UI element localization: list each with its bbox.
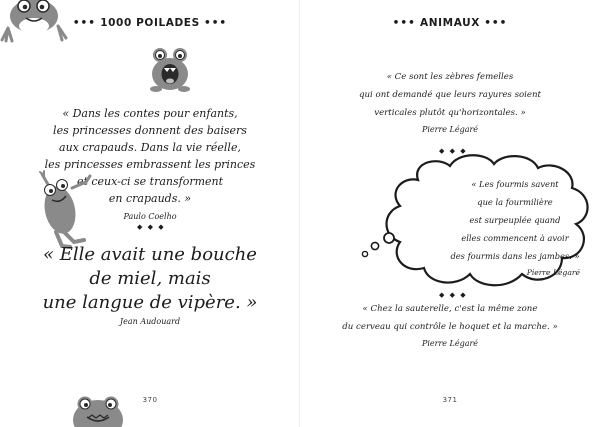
quote-line: que la fourmilière <box>477 197 553 207</box>
quote-line: des fourmis dans les jambes. » <box>450 251 580 261</box>
quote-line: qui ont demandé que leurs rayures soient <box>359 90 541 100</box>
quote-line: du cerveau qui contrôle le hoquet et la marche. » <box>342 322 558 332</box>
running-header <box>0 17 300 29</box>
jumping-frog-icon <box>36 170 92 250</box>
quote-bouche-de-miel <box>30 243 270 328</box>
quote-author: Paulo Coelho <box>123 212 177 221</box>
header-bullets: ••• <box>204 17 228 29</box>
quote-fourmis <box>448 175 582 279</box>
separator: ◆ ◆ ◆ <box>137 223 166 231</box>
quote-line: de miel, mais <box>89 268 211 289</box>
header-bullets: ••• <box>484 17 508 29</box>
quote-line: « Elle avait une bouche <box>43 244 257 265</box>
quote-line: « Ce sont les zèbres femelles <box>386 72 514 82</box>
quote-sauterelle <box>320 300 580 350</box>
separator: ◆ ◆ ◆ <box>439 291 468 299</box>
quote-author: Pierre Légaré <box>421 125 479 134</box>
quote-line: est surpeuplée quand <box>469 215 561 225</box>
quote-author: Pierre Légaré <box>421 339 479 348</box>
screaming-frog-icon <box>148 46 192 94</box>
quote-line: elles commencent à avoir <box>461 233 569 243</box>
header-title: 1000 POILADES <box>100 17 200 29</box>
quote-line: « Les fourmis savent <box>471 179 559 189</box>
quote-line: « Chez la sauterelle, c'est la même zone <box>362 304 538 314</box>
quote-line: une langue de vipère. » <box>42 292 258 313</box>
running-header <box>300 17 600 29</box>
header-title: ANIMAUX <box>420 17 480 29</box>
page-number: 371 <box>442 396 458 404</box>
separator: ◆ ◆ ◆ <box>439 147 468 155</box>
header-bullets: ••• <box>392 17 416 29</box>
page-number: 370 <box>142 396 158 404</box>
quote-author: Jean Audouard <box>119 317 181 326</box>
quote-author: Pierre Légaré <box>526 268 580 277</box>
quote-zebres <box>330 68 570 136</box>
quote-line: « Dans les contes pour enfants, <box>62 107 238 120</box>
quote-line: les princesses donnent des baisers <box>53 124 247 137</box>
quote-line: les princesses embrassent les princes <box>44 158 256 171</box>
header-bullets: ••• <box>72 17 96 29</box>
quote-line: aux crapauds. Dans la vie réelle, <box>59 141 241 154</box>
quote-line: verticales plutôt qu'horizontales. » <box>374 108 526 118</box>
right-page <box>300 0 600 427</box>
quote-line: et ceux-ci se transforment <box>76 175 224 188</box>
quote-line: en crapauds. » <box>108 192 192 205</box>
